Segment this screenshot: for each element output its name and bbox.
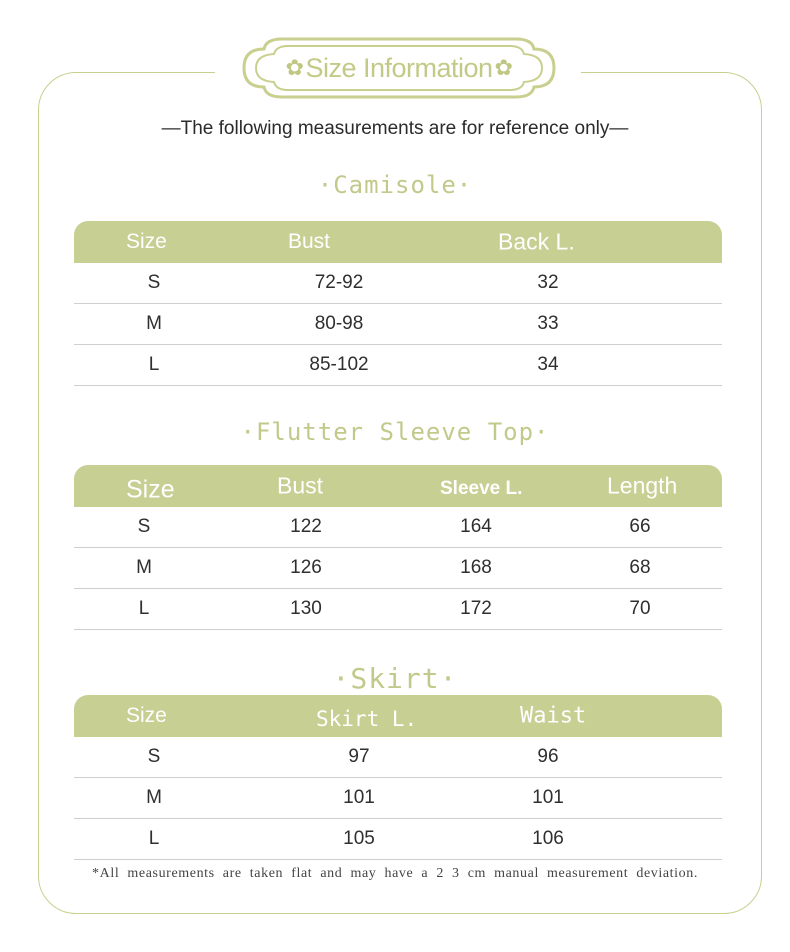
flutter-top-table bbox=[74, 465, 722, 630]
skirt-length-cell: 105 bbox=[343, 828, 375, 849]
camisole-row bbox=[74, 263, 722, 304]
bust-cell: 80-98 bbox=[314, 313, 364, 334]
flutter-header-bust: Bust bbox=[277, 472, 324, 499]
flutter-header-sleeve-length: Sleeve L. bbox=[440, 477, 523, 499]
camisole-table bbox=[74, 221, 722, 386]
back-length-cell: 34 bbox=[537, 354, 559, 375]
skirt-row bbox=[74, 737, 722, 778]
skirt-header-waist: Waist bbox=[520, 703, 587, 729]
size-cell: M bbox=[146, 313, 162, 334]
flutter-header-size: Size bbox=[126, 475, 175, 504]
bust-cell: 72-92 bbox=[314, 272, 364, 293]
size-cell: M bbox=[146, 787, 162, 808]
camisole-header-back-length: Back L. bbox=[498, 228, 575, 255]
size-cell: L bbox=[148, 354, 160, 375]
sleeve-length-cell: 168 bbox=[460, 557, 492, 578]
bust-cell: 85-102 bbox=[309, 354, 369, 375]
skirt-header-size: Size bbox=[126, 704, 167, 727]
bust-cell: 130 bbox=[290, 598, 322, 619]
size-cell: L bbox=[148, 828, 160, 849]
skirt-header-skirt-length: Skirt L. bbox=[316, 706, 418, 731]
skirt-table bbox=[74, 695, 722, 860]
skirt-length-cell: 101 bbox=[343, 787, 375, 808]
flutter-header-row bbox=[74, 465, 722, 507]
flower-icon-right: ✿ bbox=[494, 55, 513, 80]
waist-cell: 101 bbox=[532, 787, 564, 808]
flutter-row bbox=[74, 589, 722, 630]
waist-cell: 106 bbox=[532, 828, 564, 849]
flutter-row bbox=[74, 507, 722, 548]
flower-icon-left: ✿ bbox=[285, 55, 304, 80]
camisole-header-row bbox=[74, 221, 722, 263]
bust-cell: 122 bbox=[290, 516, 322, 537]
waist-cell: 96 bbox=[537, 746, 559, 767]
length-cell: 70 bbox=[629, 598, 651, 619]
bust-cell: 126 bbox=[290, 557, 322, 578]
flutter-header-length: Length bbox=[607, 472, 678, 499]
length-cell: 68 bbox=[629, 557, 651, 578]
back-length-cell: 33 bbox=[537, 313, 559, 334]
back-length-cell: 32 bbox=[537, 272, 559, 293]
skirt-title: ·Skirt· bbox=[332, 662, 458, 695]
size-cell: S bbox=[147, 746, 161, 767]
flutter-top-title: ·Flutter Sleeve Top· bbox=[240, 418, 550, 446]
skirt-row bbox=[74, 778, 722, 819]
size-cell: L bbox=[138, 598, 150, 619]
sleeve-length-cell: 164 bbox=[460, 516, 492, 537]
skirt-row bbox=[74, 819, 722, 860]
page-title: Size Information bbox=[305, 52, 493, 83]
size-cell: S bbox=[147, 272, 161, 293]
measurement-footnote: *All measurements are taken flat and may have a 2 3 cm manual measurement deviation. bbox=[92, 866, 698, 881]
camisole-header-size: Size bbox=[126, 230, 167, 253]
size-cell: S bbox=[137, 516, 151, 537]
camisole-row bbox=[74, 345, 722, 386]
skirt-header-row bbox=[74, 695, 722, 737]
skirt-length-cell: 97 bbox=[348, 746, 370, 767]
camisole-row bbox=[74, 304, 722, 345]
flutter-row bbox=[74, 548, 722, 589]
camisole-header-bust: Bust bbox=[288, 230, 331, 253]
length-cell: 66 bbox=[629, 516, 651, 537]
sleeve-length-cell: 172 bbox=[460, 598, 492, 619]
camisole-title: ·Camisole· bbox=[317, 171, 473, 199]
size-info-badge bbox=[242, 33, 556, 103]
size-cell: M bbox=[136, 557, 152, 578]
reference-note: —The following measurements are for reference only— bbox=[161, 118, 629, 139]
